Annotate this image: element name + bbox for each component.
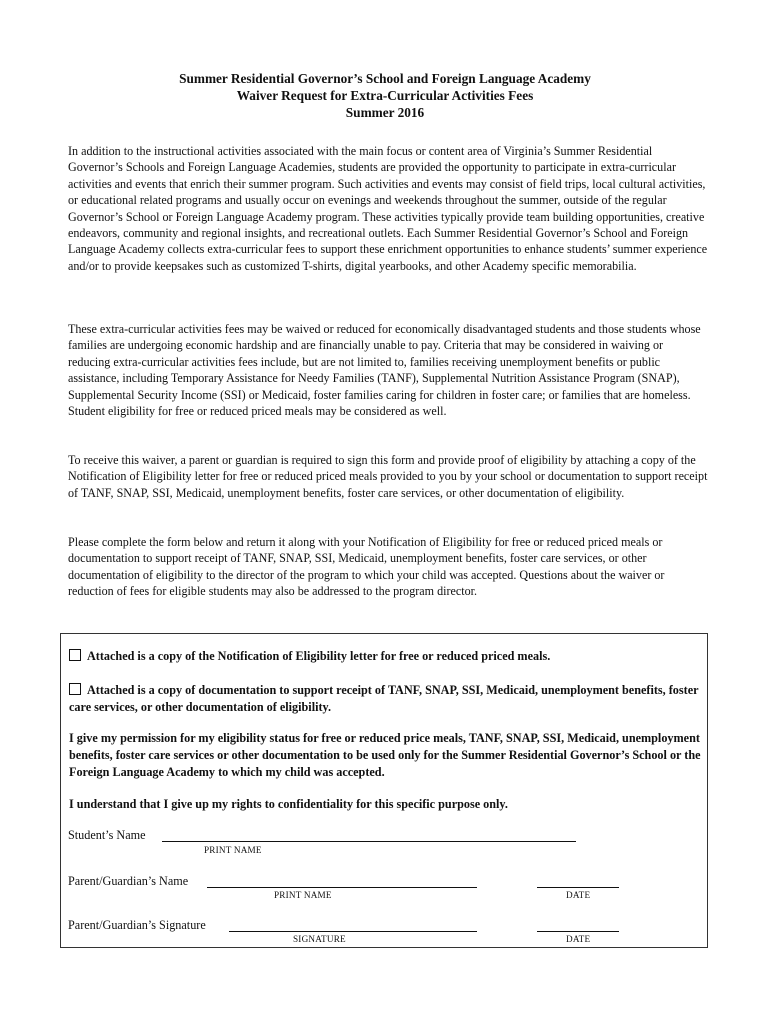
checkbox-row-eligibility-letter bbox=[69, 648, 703, 665]
student-name-label: Student’s Name bbox=[68, 828, 146, 842]
student-name-field[interactable] bbox=[162, 841, 576, 842]
title-line-1: Summer Residential Governor’s School and Foreign Language Academy bbox=[179, 71, 591, 86]
parent-name-label: Parent/Guardian’s Name bbox=[68, 874, 189, 888]
documentation-checkbox[interactable] bbox=[69, 683, 81, 695]
requirements-paragraph: To receive this waiver, a parent or guardian is required to sign this form and provide proof of eligibility by attaching a copy of the Notification of Eligibility letter for free or reduced priced meals provided to you by your school or documentation to support receipt of TANF, SNAP, SSI, Medicaid, unemployment benefits, foster care services, or other documentation of eligibility. bbox=[68, 453, 708, 500]
student-name-caption: PRINT NAME bbox=[204, 845, 262, 855]
signature-label: Parent/Guardian’s Signature bbox=[68, 918, 206, 932]
signature-field[interactable] bbox=[229, 931, 477, 932]
documentation-label: Attached is a copy of documentation to support receipt of TANF, SNAP, SSI, Medicaid, unemployment benefits, foster care services, or other documentation of eligibility. bbox=[69, 683, 699, 714]
parent-name-field[interactable] bbox=[207, 887, 477, 888]
criteria-paragraph: These extra-curricular activities fees may be waived or reduced for economically disadvantaged students and those students whose families are undergoing economic hardship and are financially unable to pay. Criteria that may be considered in waiving or reducing extra-curricular activities fees include, but are not limited to, families receiving unemployment benefits or public assistance, including Temporary Assistance for Needy Families (TANF), Supplemental Nutrition Assistance Program (SNAP), Supplemental Security Income (SSI) or Medicaid, foster families caring for children in foster care; or families that are homeless. Student eligibility for free or reduced priced meals may be considered as well. bbox=[68, 322, 701, 419]
instructions-paragraph: Please complete the form below and return it along with your Notification of Eligibility for free or reduced priced meals or documentation to support receipt of TANF, SNAP, SSI, Medicaid, unemployment benefits, foster care services, or other documentation of eligibility to the director of the program to which your child was accepted. Questions about the waiver or reduction of fees for eligible students may also be addressed to the program director. bbox=[68, 535, 665, 599]
eligibility-letter-label: Attached is a copy of the Notification of Eligibility letter for free or reduced priced meals. bbox=[87, 649, 551, 663]
confidentiality-statement: I understand that I give up my rights to confidentiality for this specific purpose only. bbox=[69, 797, 508, 811]
title-line-3: Summer 2016 bbox=[345, 105, 425, 120]
parent-name-caption: PRINT NAME bbox=[274, 890, 332, 900]
signature-date-field[interactable] bbox=[537, 931, 619, 932]
parent-name-date-field[interactable] bbox=[537, 887, 619, 888]
intro-paragraph: In addition to the instructional activities associated with the main focus or content area of Virginia’s Summer Residential Governor’s Schools and Foreign Language Academies, students are provided the opportunity to participate in extra-curricular activities and events that enrich their summer program. Such activities and events may consist of field trips, local cultural activities, or educational related programs and usually occur on evenings and weekends throughout the summer, outside of the regular Governor’s School or Foreign Language Academy program. These activities typically provide team building opportunities, creative endeavors, community and regional insights, and recreational outlets. Each Summer Residential Governor’s School and Foreign Language Academy collects extra-curricular fees to support these enrichment opportunities to enhance students’ summer experience and/or to provide keepsakes such as customized T-shirts, digital yearbooks, and other Academy specific memorabilia. bbox=[68, 144, 708, 273]
signature-caption: SIGNATURE bbox=[293, 934, 346, 944]
signature-date-caption: DATE bbox=[566, 934, 591, 944]
eligibility-letter-checkbox[interactable] bbox=[69, 649, 81, 661]
checkbox-row-documentation bbox=[69, 682, 703, 716]
parent-name-date-caption: DATE bbox=[566, 890, 591, 900]
document-title bbox=[0, 70, 770, 121]
title-line-2: Waiver Request for Extra-Curricular Activities Fees bbox=[236, 88, 534, 103]
permission-statement: I give my permission for my eligibility status for free or reduced price meals, TANF, SNAP, SSI, Medicaid, unemployment benefits, foster care services or other documentation to be used only for the Summer Residential Governor’s School or the Foreign Language Academy to which my child was accepted. bbox=[69, 731, 701, 779]
waiver-form-box bbox=[60, 633, 708, 948]
